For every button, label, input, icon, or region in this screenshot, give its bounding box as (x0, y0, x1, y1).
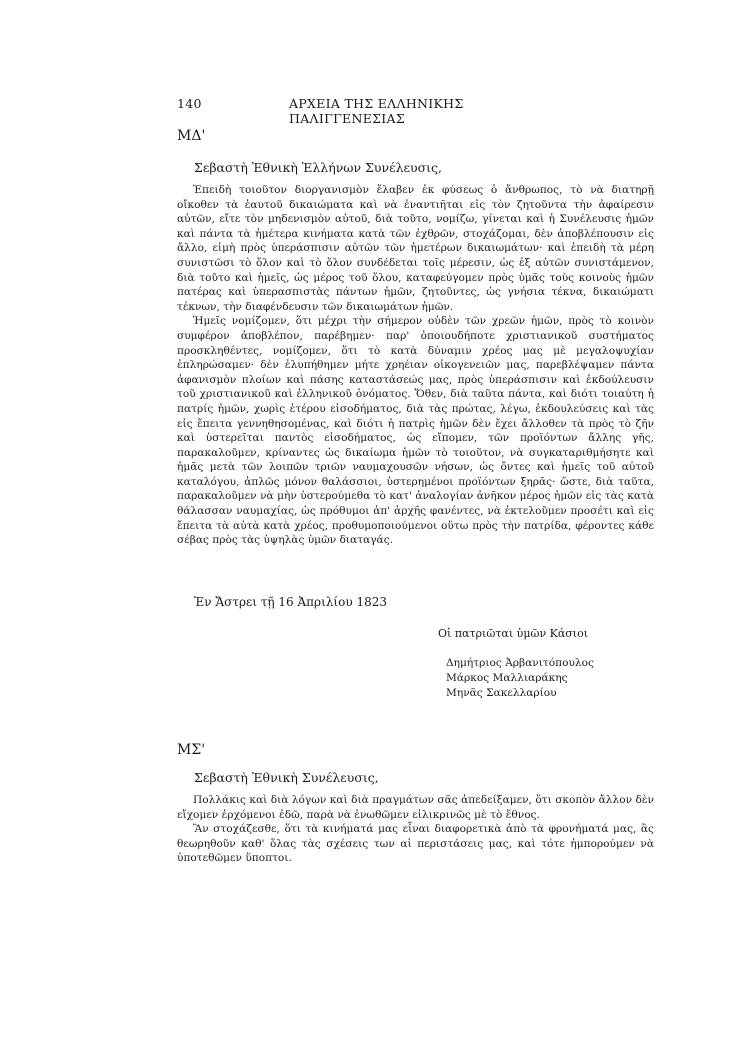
page-header (177, 96, 577, 126)
running-title: ΑΡΧΕΙΑ ΤΗΣ ΕΛΛΗΝΙΚΗΣ ΠΑΛΙΓΓΕΝΕΣΙΑΣ (289, 96, 464, 126)
document-number-label: ΜΔ' (177, 128, 206, 144)
document-body (177, 183, 654, 548)
dateline: Ἐν Ἄστρει τῇ 16 Ἀπριλίου 1823 (194, 595, 387, 609)
signer-name: Μάρκος Μαλλιαράκης (446, 671, 568, 684)
document-body (177, 793, 654, 866)
signer-name: Μηνᾶς Σακελλαρίου (446, 686, 557, 699)
paragraph: Ἂν στοχάζεσθε, ὅτι τὰ κινήματά μας εἶναι διαφορετικὰ ἀπὸ τὰ φρονήματά μας, ἂς θεωρηθοῦν καθ' ὅλας τὰς σχέσεις των αἱ περιστάσεις μας, καὶ τότε ἠμπορούμεν νὰ ὑποτεθῶμεν ὕποπτοι. (177, 823, 654, 865)
salutation: Σεβαστὴ Ἐθνικὴ Συνέλευσις, (194, 770, 379, 785)
paragraph: Ἡμεῖς νομίζομεν, ὅτι μέχρι τὴν σήμερον οὐδὲν τῶν χρεῶν ἡμῶν, πρὸς τὸ κοινὸν συμφέρον ἀποβλέπον, παρέβημεν· παρ' ὁποιουδήποτε χριστιανικοῦ συστήματος προσκληθέντες, νομίζομεν, ὅτι τὸ κατὰ δύναμιν χρέος μας μὲ μεγαλοψυχίαν ἐπληρώσαμεν· δὲν ἐλυπήθημεν μήτε χρηέιαν οἰκογενειῶν μας, παρεβλέψαμεν πάντα ἀφανισμὸν πλοίων καὶ πάσης καταστάσεώς μας, πρὸς ὑπεράσπισιν καὶ ἐκδούλευσιν τοῦ χριστιανικοῦ καὶ ἑλληνικοῦ ὀνόματος. Ὅθεν, διὰ ταῦτα πάντα, καὶ διότι τοιαύτη ἡ πατρίς ἡμῶν, χωρὶς ἑτέρου εἰσοδήματος, διὰ τὰς πρώτας, λέγω, ἐκδουλεύσεις καὶ τὰς εἰς ἔπειτα γεννηθησομένας, καὶ διότι ἡ πατρὶς ἡμῶν δὲν ἔχει ἄλλοθεν τὰ πρὸς τὸ ζῆν καὶ ὑστερεῖται παντὸς εἰσοδήματος, ὡς εἴπομεν, τῶν προϊόντων ἄλλης γῆς, παρακαλοῦμεν, κρίναντες ὡς δικαίωμα ἡμῶν τὸ τοιοῦτον, νὰ συγκαταριθμήσητε καὶ ἡμᾶς μετὰ τῶν λοιπῶν τριῶν ναυμαχουσῶν νήσων, ὡς ὄντες καὶ ἡμεῖς τοῦ αὐτοῦ καταλόγου, ἁπλῶς μόνον θαλάσσιοι, ὑστερημένοι προϊόντων ξηρᾶς· ὥστε, διὰ ταῦτα, παρακαλοῦμεν νὰ μὴν ὑστερούμεθα τὸ κατ' ἀναλογίαν ἀνῆκον μέρος ἡμῶν εἰς τὰς κατὰ θάλασσαν ναυμαχίας, ὡς πρόθυμοι ἀπ' ἀρχῆς φανέντες, νὰ ἐκτελοῦμεν προσέτι καὶ εἰς ἔπειτα τὰ αὐτὰ κατὰ χρέος, προθυμοποιούμενοι οὕτω πρὸς τὴν πατρίδα, φέροντες κάθε σέβας πρὸς τὰς ὑψηλὰς ὑμῶν διαταγάς. (177, 315, 654, 547)
salutation: Σεβαστὴ Ἐθνικὴ Ἑλλήνων Συνέλευσις, (194, 160, 442, 175)
paragraph: Ἐπειδὴ τοιοῦτον διοργανισμὸν ἔλαβεν ἐκ φύσεως ὁ ἄνθρωπος, τὸ νὰ διατηρῇ οἴκοθεν τὰ ἑαυτοῦ δικαιώματα καὶ νὰ ἐναντιῆται εἰς τὸν ζητοῦντα τὴν ἀφαίρεσιν αὐτῶν, εἴτε τὸν μηδενισμὸν αὐτοῦ, διὰ τοῦτο, νομίζω, γίνεται καὶ ἡ Συνέλευσις ἡμῶν καὶ πάντα τὰ ἡμέτερα κινήματα κατὰ τῶν ἐχθρῶν, στοχάζομαι, δὲν ἀποβλέπουσιν εἰς ἄλλο, εἰμὴ πρὸς ὑπεράσπισιν αὐτῶν τῶν ἡμετέρων δικαιωμάτων· καὶ ἐπειδὴ τὰ μέρη συνιστῶσι τὸ ὅλον καὶ τὸ ὅλον συνδέδεται τοῖς μέρεσιν, ὡς ἐξ αὐτῶν συνιστάμενον, διὰ τοῦτο καὶ ἡμεῖς, ὡς μέρος τοῦ ὅλου, καταφεύγομεν πρὸς ὑμᾶς τοὺς κοινοὺς ἡμῶν πατέρας καὶ ὑπερασπιστὰς πάντων ἡμῶν, ζητοῦντες, ὡς γνήσια τέκνα, δικαιώματι τέκνων, τὴν διαφένδευσιν τῶν δικαιωμάτων ἡμῶν. (177, 184, 654, 313)
paragraph: Πολλάκις καὶ διὰ λόγων καὶ διὰ πραγμάτων σᾶς ἀπεδείξαμεν, ὅτι σκοπὸν ἄλλον δὲν εἴχομεν ἐρχόμενοι ἐδῶ, παρὰ νὰ ἑνωθῶμεν εἰλικρινῶς μὲ τὸ ἔθνος. (177, 794, 654, 821)
page-number: 140 (177, 96, 202, 111)
signer-name: Δημήτριος Ἀρβανιτόπουλος (446, 657, 594, 669)
document-number-label: ΜΣ' (177, 742, 206, 758)
signature-block (446, 656, 594, 700)
signoff: Οἱ πατριῶται ὑμῶν Κάσιοι (438, 627, 589, 640)
